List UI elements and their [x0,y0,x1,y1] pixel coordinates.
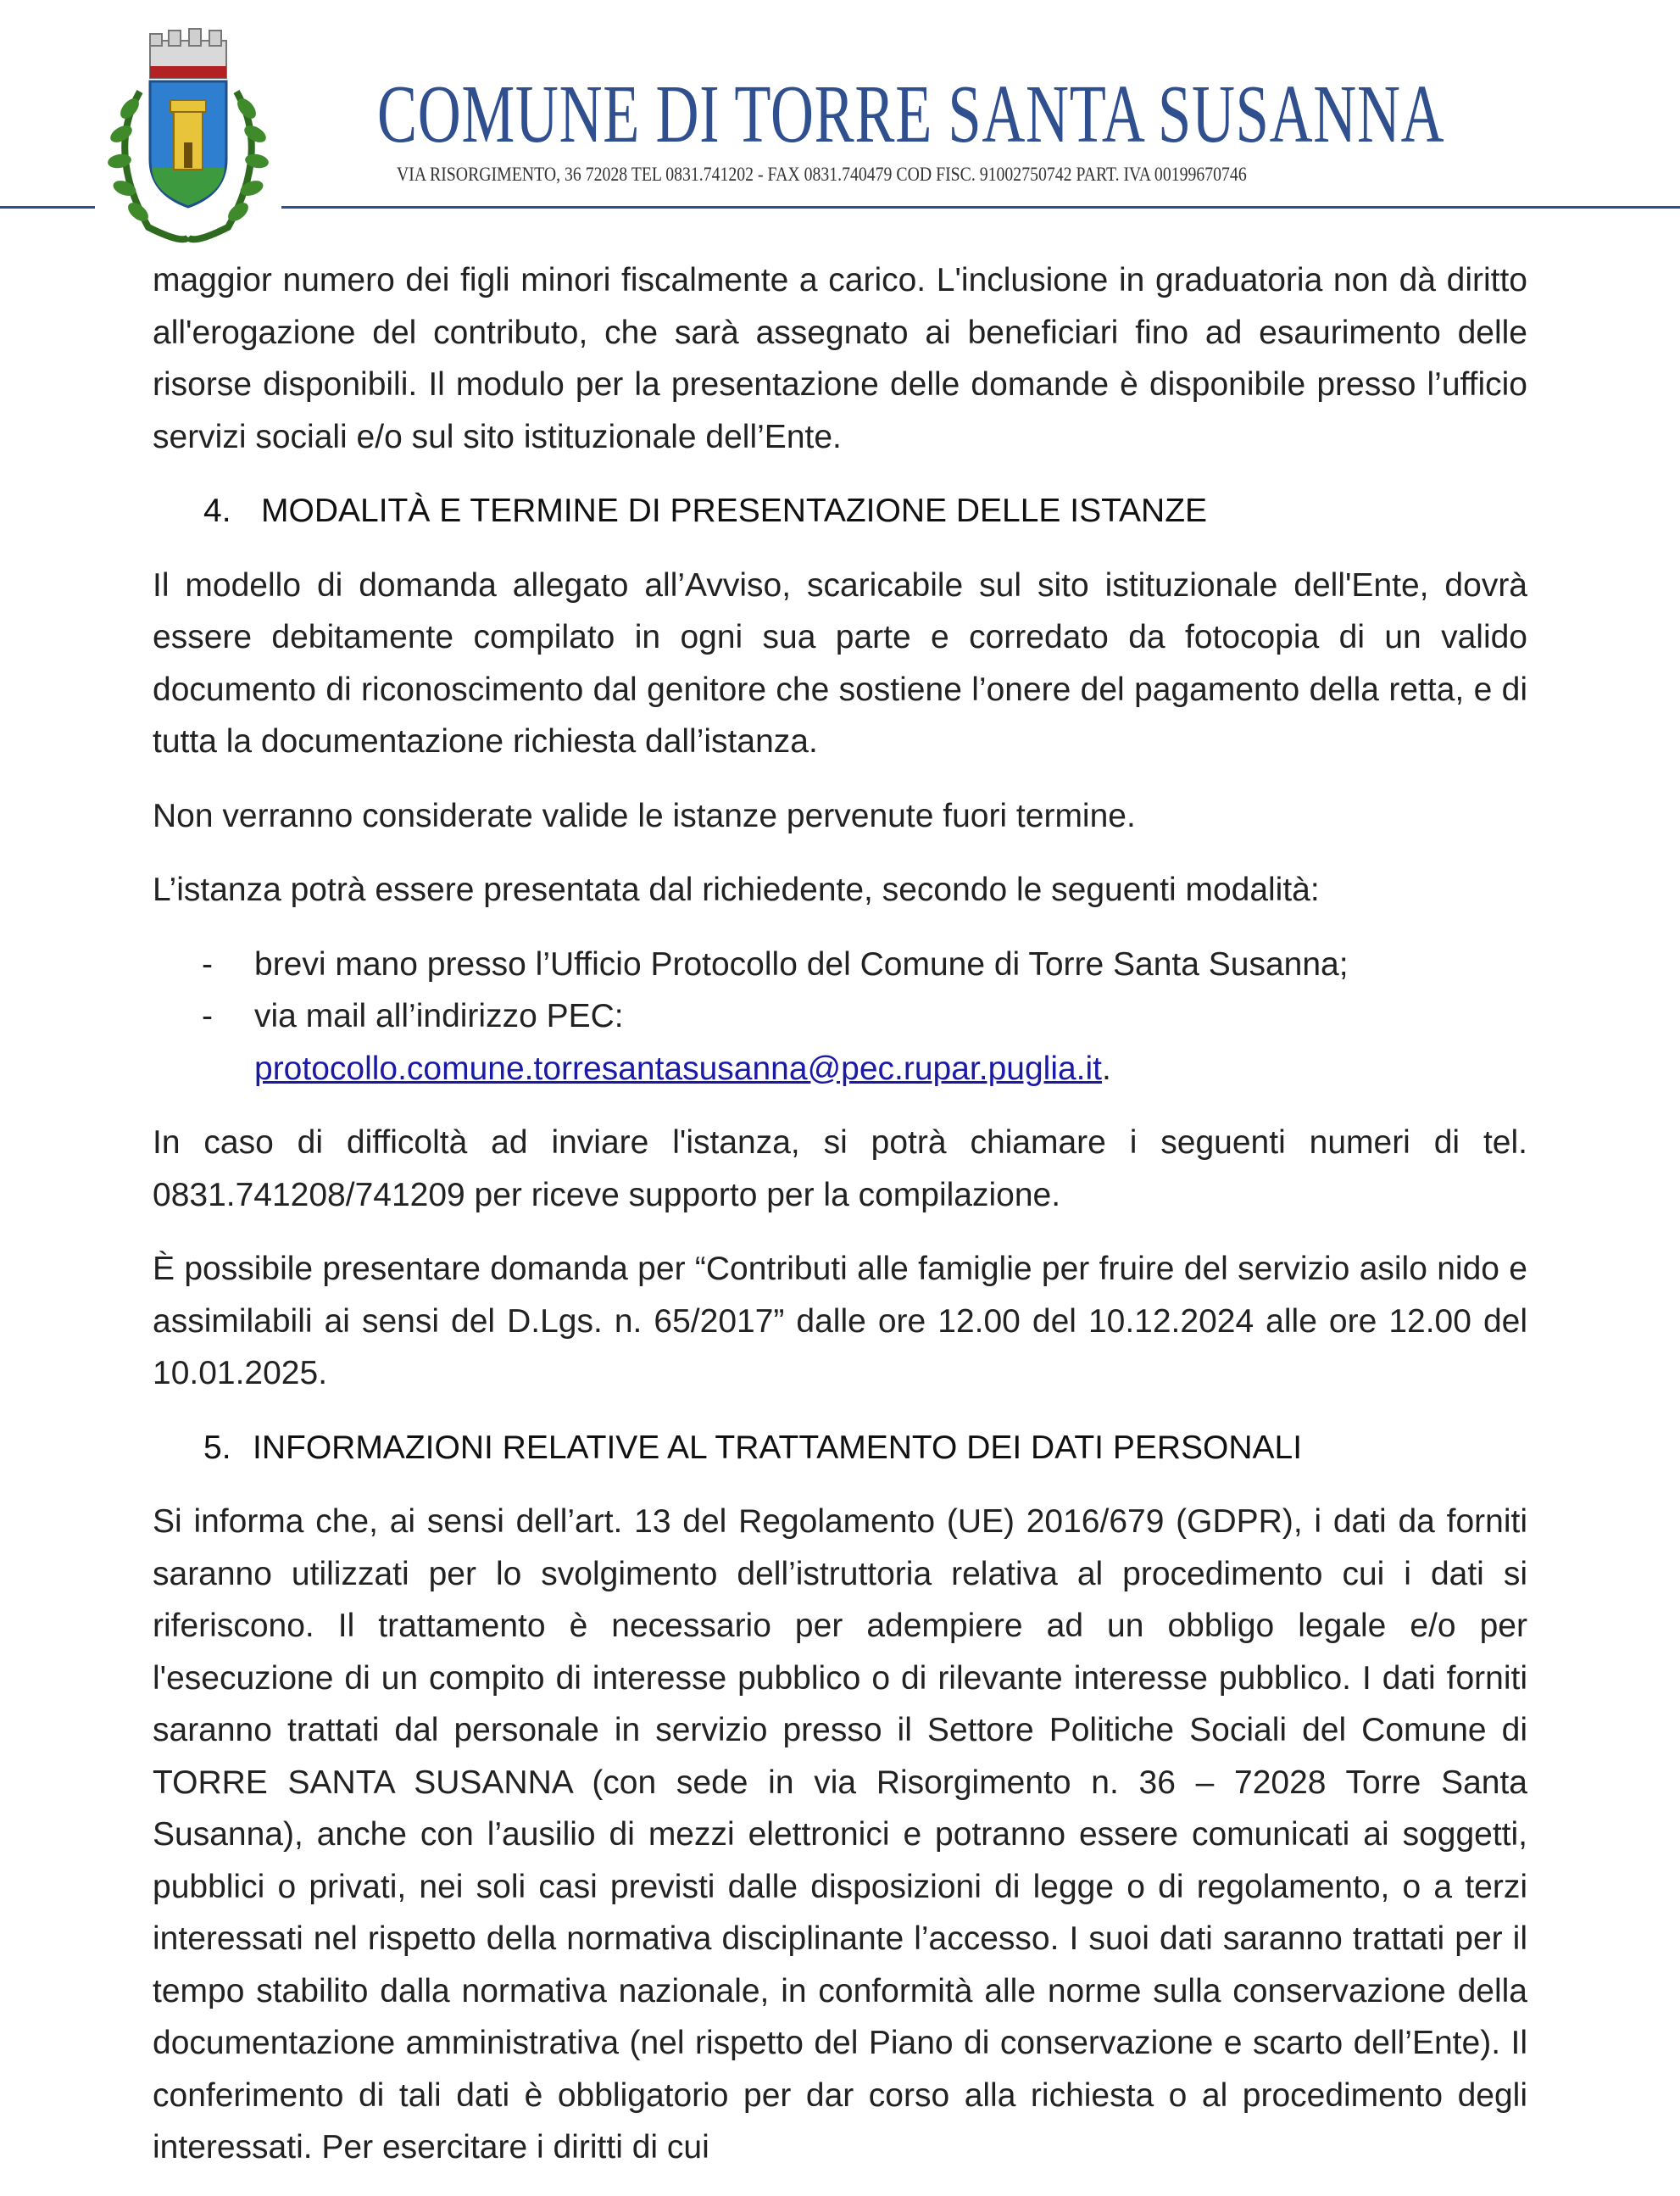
municipal-coat-of-arms-icon [89,15,286,253]
section-heading-5 [153,1422,1527,1474]
list-item-text: via mail all’indirizzo PEC: [254,998,624,1034]
pec-email-link[interactable]: protocollo.comune.torresantasusanna@pec.rupar.puglia.it [254,1050,1103,1087]
document-body [153,254,1527,2196]
paragraph-ranking: maggior numero dei figli minori fiscalmente a carico. L'inclusione in graduatoria non dà diritto all'erogazione del contributo, che sarà assegnato ai beneficiari fino ad esaurimento delle risorse disponibili. Il modulo per la presentazione delle domande è disponibile presso l’ufficio servizi sociali e/o sul sito istituzionale dell’Ente. [153,262,1527,455]
header-divider-left [0,206,95,209]
paragraph-privacy: Si informa che, ai sensi dell’art. 13 del Regolamento (UE) 2016/679 (GDPR), i dati da forniti saranno utilizzati per lo svolgimento dell’istruttoria relativa al procedimento cui i dati si riferiscono. Il trattamento è necessario per adempiere ad un obbligo legale e/o per l'esecuzione di un compito di interesse pubblico o di rilevante interesse pubblico. I dati forniti saranno trattati dal personale in servizio presso il Settore Politiche Sociali del Comune di TORRE SANTA SUSANNA (con sede in via Risorgimento n. 36 – 72028 Torre Santa Susanna), anche con l’ausilio di mezzi elettronici e potranno essere comunicati ai soggetti, pubblici o privati, nei soli casi previsti dalle disposizioni di legge o di regolamento, o a terzi interessati nel rispetto della normativa disciplinante l’accesso. I suoi dati saranno trattati per il tempo stabilito dalla normativa nazionale, in conformità alle norme sulla conservazione della documentazione amministrativa (nel rispetto del Piano di conservazione e scarto dell’Ente). Il conferimento di tali dati è obbligatorio per dar corso alla richiesta o al procedimento degli interessati. Per esercitare i diritti di cui [153,1503,1527,2165]
paragraph-submission-methods: L’istanza potrà essere presentata dal richiedente, secondo le seguenti modalità: [153,872,1320,908]
paragraph-support-phone: In caso di difficoltà ad inviare l'istanza, si potrà chiamare i seguenti numeri di tel. 0831.741208/741209 per riceve supporto per la compilazione. [153,1124,1527,1213]
section-title: MODALITÀ E TERMINE DI PRESENTAZIONE DELLE ISTANZE [261,493,1208,529]
section-title: INFORMAZIONI RELATIVE AL TRATTAMENTO DEI DATI PERSONALI [253,1429,1303,1466]
paragraph-application-form: Il modello di domanda allegato all’Avviso, scaricabile sul sito istituzionale dell'Ente, dovrà essere debitamente compilato in ogni sua parte e corredato da fotocopia di un valido documento di riconoscimento dal genitore che sostiene l’onere del pagamento della retta, e di tutta la documentazione richiesta dall’istanza. [153,566,1527,760]
list-item-text: brevi mano presso l’Ufficio Protocollo del Comune di Torre Santa Susanna; [254,945,1349,983]
bullet-dash: - [202,945,213,983]
section-heading-4 [153,485,1527,538]
bullet-dash: - [202,998,213,1034]
municipality-title: COMUNE DI TORRE SANTA SUSANNA [377,69,1445,160]
paragraph-submission-dates: È possibile presentare domanda per “Contributi alle famiglie per fruire del servizio asilo nido e assimilabili ai sensi del D.Lgs. n. 65/2017” dalle ore 12.00 del 10.12.2024 alle ore 12.00 del 10.01.2025. [153,1251,1527,1391]
section-number: 5. [203,1429,231,1466]
header-divider-right [281,206,1680,209]
list-item [153,939,1527,991]
paragraph-deadline-validity: Non verranno considerate valide le istanze pervenute fuori termine. [153,797,1136,834]
section-number: 4. [203,493,231,529]
list-item [153,990,1527,1095]
link-period: . [1102,1050,1111,1087]
letterhead [0,0,1680,254]
submission-methods-list [153,939,1527,1095]
municipality-contact-info: VIA RISORGIMENTO, 36 72028 TEL 0831.741202 - FAX 0831.740479 COD FISC. 91002750742 PART. IVA 00199670746 [397,164,1247,185]
